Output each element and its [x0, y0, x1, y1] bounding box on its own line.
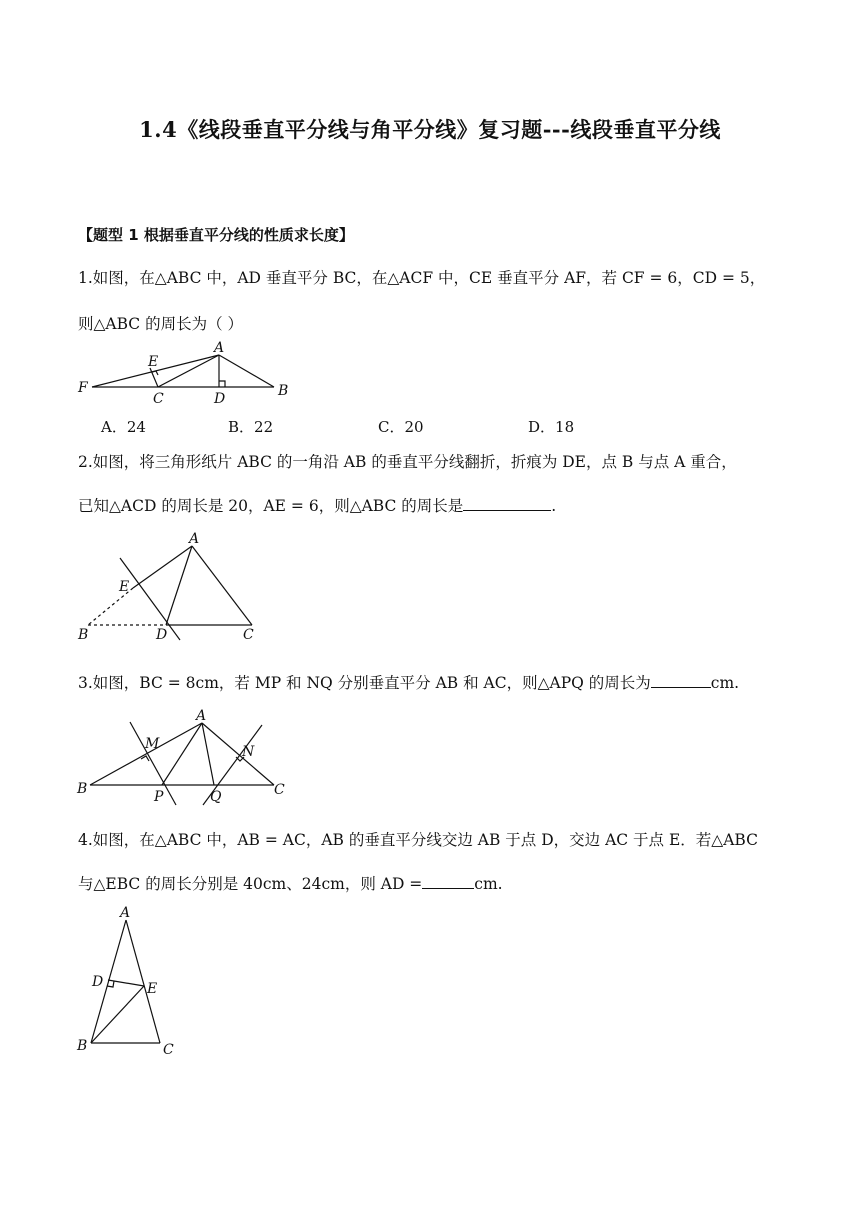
- q3-seg-AQ: [202, 723, 214, 785]
- q2-fold-line-DE: [120, 558, 180, 640]
- section-heading: 【题型 1 根据垂直平分线的性质求长度】: [78, 226, 354, 244]
- q4-seg-BE: [91, 986, 144, 1043]
- q3-text-before: 3.如图，BC = 8cm，若 MP 和 NQ 分别垂直平分 AB 和 AC，则△APQ 的周长为: [78, 674, 651, 692]
- q3-line-NQ: [203, 725, 262, 805]
- q4-label-B: B: [77, 1038, 88, 1054]
- q4-label-C: C: [163, 1042, 174, 1058]
- q4-label-E: E: [147, 981, 158, 997]
- q1-label-F: F: [78, 380, 88, 396]
- q1-seg-AC: [158, 355, 219, 387]
- q4-text-line1: 4.如图，在△ABC 中，AB = AC，AB 的垂直平分线交边 AB 于点 D，交边 AC 于点 E．若△ABC: [78, 831, 758, 849]
- q4-text-line2-before: 与△EBC 的周长分别是 40cm、24cm，则 AD =: [78, 875, 423, 893]
- q3-line-MP: [130, 722, 176, 805]
- q3-label-B: B: [77, 781, 88, 797]
- q2-label-E: E: [119, 579, 130, 595]
- q1-label-E: E: [148, 354, 159, 370]
- q1-label-D: D: [214, 391, 226, 407]
- q2-label-A: A: [189, 531, 200, 547]
- q1-label-B: B: [278, 383, 289, 399]
- q4-right-angle-D: [107, 981, 114, 987]
- q3-seg-AB: [90, 723, 202, 785]
- q1-seg-FA: [92, 355, 219, 387]
- q1-seg-EC: [150, 368, 158, 387]
- q3-right-angle-M: [141, 756, 149, 761]
- q3-right-angle-N: [236, 757, 244, 761]
- q1-right-angle-D: [219, 381, 225, 387]
- q2-text-line2-before: 已知△ACD 的周长是 20，AE = 6，则△ABC 的周长是: [78, 497, 464, 515]
- q3-label-N: N: [242, 744, 255, 760]
- q3-answer-blank[interactable]: [651, 673, 711, 688]
- page-title: 1.4《线段垂直平分线与角平分线》复习题---线段垂直平分线: [139, 117, 721, 142]
- q2-seg-AE: [133, 546, 192, 588]
- q4-seg-DE: [108, 980, 144, 986]
- q3-label-A: A: [196, 708, 207, 724]
- q2-seg-AC: [192, 546, 252, 625]
- q1-option-b: B．22: [228, 418, 274, 436]
- q3-text-after: cm.: [710, 674, 740, 692]
- q2-text-line1: 2.如图，将三角形纸片 ABC 的一角沿 AB 的垂直平分线翻折，折痕为 DE，点 B 与点 A 重合，: [78, 453, 737, 471]
- q1-label-C: C: [153, 391, 164, 407]
- q3-text-line1: [78, 671, 739, 693]
- q3-label-Q: Q: [210, 789, 222, 805]
- q3-label-M: M: [145, 736, 160, 752]
- q2-seg-AD: [166, 546, 192, 625]
- q4-text-line2-after: cm.: [474, 875, 503, 893]
- q1-label-A: A: [214, 340, 225, 356]
- q4-answer-blank[interactable]: [422, 874, 474, 889]
- q1-option-d: D．18: [528, 418, 575, 436]
- q1-option-c: C．20: [378, 418, 424, 436]
- q4-seg-AB: [91, 920, 126, 1043]
- q2-text-line2-after: .: [551, 497, 557, 515]
- q4-seg-AC: [126, 920, 160, 1043]
- q1-right-angle-E: [152, 371, 158, 375]
- q1-text-line2: 则△ABC 的周长为（ ）: [78, 315, 244, 333]
- q2-label-C: C: [243, 627, 254, 643]
- q1-option-a: A．24: [101, 418, 146, 436]
- q2-label-B: B: [78, 627, 89, 643]
- q2-text-line2: [78, 494, 556, 516]
- q3-seg-AC: [202, 723, 274, 785]
- q1-seg-AB: [219, 355, 274, 387]
- q4-text-line2: [78, 872, 503, 894]
- q3-label-C: C: [274, 782, 285, 798]
- q3-label-P: P: [154, 789, 164, 805]
- q2-label-D: D: [156, 627, 168, 643]
- q4-label-D: D: [92, 974, 104, 990]
- q1-text-line1: 1.如图，在△ABC 中，AD 垂直平分 BC，在△ACF 中，CE 垂直平分 AF，若 CF = 6，CD = 5，: [78, 269, 766, 287]
- q3-seg-AP: [162, 723, 202, 785]
- q2-seg-EB-dashed: [88, 588, 133, 625]
- q4-label-A: A: [120, 905, 131, 921]
- q2-answer-blank[interactable]: [463, 496, 551, 511]
